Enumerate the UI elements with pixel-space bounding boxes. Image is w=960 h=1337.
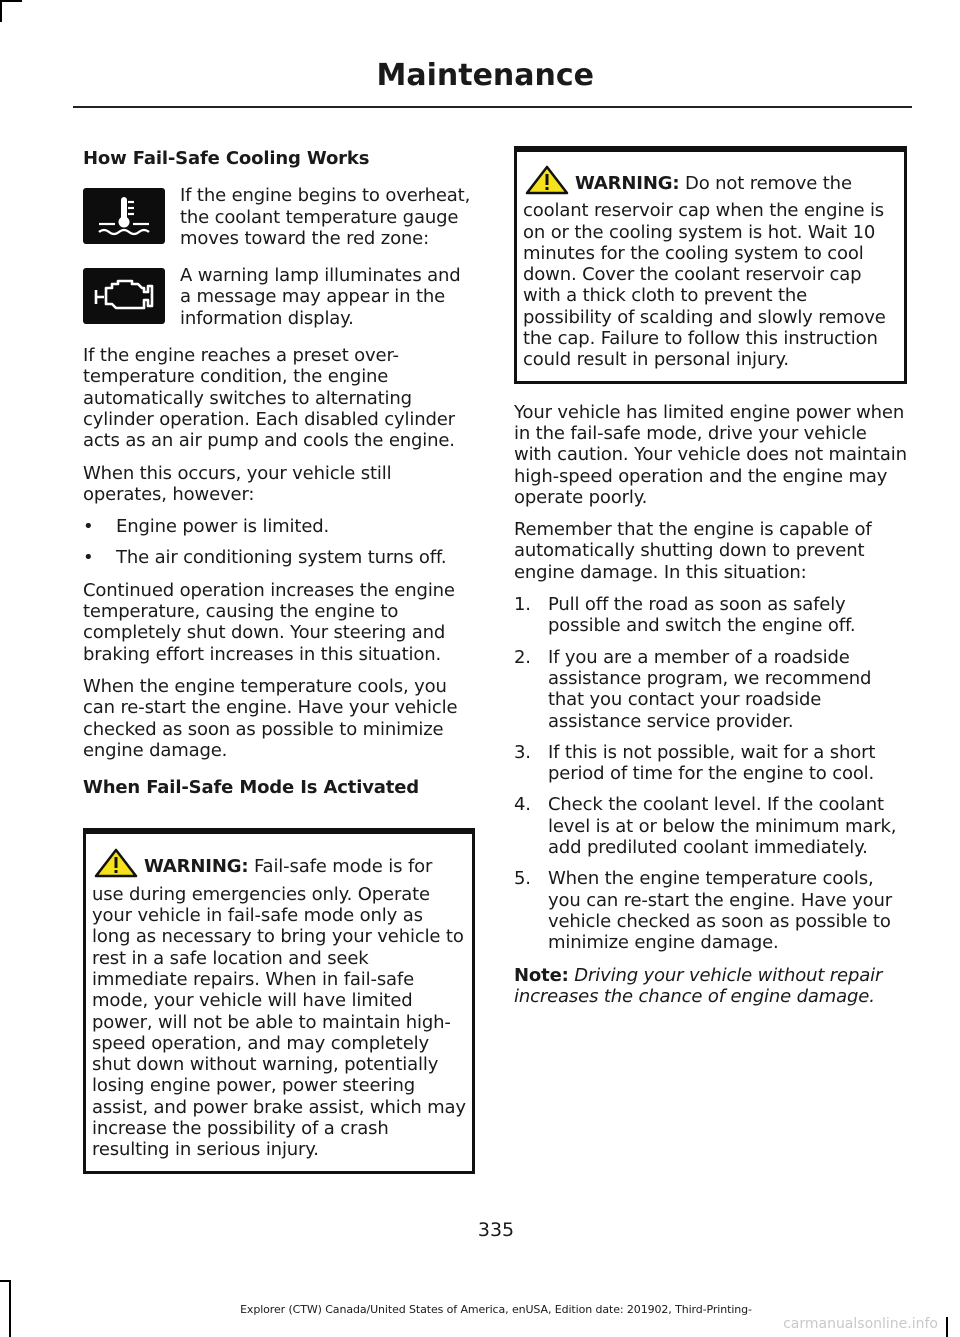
note-label: Note:	[514, 964, 569, 986]
footer-text: Explorer (CTW) Canada/United States of America, enUSA, Edition date: 201902, Third-Printing-	[240, 1303, 752, 1316]
watermark[interactable]: carmanualsonline.info	[783, 1316, 938, 1332]
warning-text: Fail-safe mode is for use during emergencies only. Operate your vehicle in fail-safe mode only as long as necessary to bring your vehicle to rest in a safe location and seek immediate repairs. When in fail-safe mode, your vehicle will have limited power, will not be able to maintain high-speed operation, and may completely shut down without warning, potentially losing engine power, power steering assist, and power brake assist, which may increase the possibility of a crash resulting in serious injury.	[92, 856, 466, 1161]
section-heading: How Fail-Safe Cooling Works	[83, 148, 370, 169]
section-heading: When Fail-Safe Mode Is Activated	[83, 777, 420, 799]
step-number: 5.	[514, 868, 531, 890]
list-item	[83, 547, 475, 568]
warning-triangle-icon	[525, 165, 569, 200]
header-rule	[73, 106, 912, 108]
crop-mark	[946, 1317, 948, 1337]
warning-box	[83, 828, 475, 1173]
left-column	[83, 146, 475, 1192]
icon-row	[83, 265, 475, 329]
note	[514, 965, 907, 1008]
step-number: 4.	[514, 794, 531, 816]
right-column	[514, 146, 907, 1018]
crop-mark	[0, 1280, 10, 1282]
icon-row-text: If the engine begins to overheat, the coolant temperature gauge moves toward the red zone:	[180, 185, 471, 249]
coolant-temperature-icon	[83, 188, 165, 244]
bullet: •	[83, 516, 94, 538]
step-text: When the engine temperature cools, you can re-start the engine. Have your vehicle checked as soon as possible to minimize engine damage.	[548, 868, 892, 954]
bullet-list	[83, 516, 475, 569]
warning-label: WARNING:	[575, 173, 680, 194]
list-item-text: Engine power is limited.	[116, 516, 330, 538]
crop-mark	[0, 0, 22, 2]
step-number: 3.	[514, 741, 531, 763]
step-text: If this is not possible, wait for a short period of time for the engine to cool.	[548, 741, 876, 785]
list-item	[514, 868, 907, 953]
step-text: Pull off the road as soon as safely possible and switch the engine off.	[548, 594, 856, 637]
paragraph: When the engine temperature cools, you can re-start the engine. Have your vehicle checked as soon as possible to minimize engine damage.	[83, 675, 458, 761]
warning-label: WARNING:	[144, 856, 249, 878]
step-text: Check the coolant level. If the coolant level is at or below the minimum mark, add prediluted coolant immediately.	[548, 794, 897, 859]
warning-triangle-icon	[94, 848, 138, 883]
list-item	[514, 794, 907, 858]
paragraph: When this occurs, your vehicle still operates, however:	[83, 462, 392, 505]
warning-box	[514, 146, 907, 384]
numbered-list	[514, 594, 907, 953]
paragraph: If the engine reaches a preset over-temperature condition, the engine automatically switches to alternating cylinder operation. Each disabled cylinder acts as an air pump and cools the engine.	[83, 345, 455, 452]
check-engine-icon	[83, 268, 165, 324]
list-item	[514, 594, 907, 637]
list-item	[514, 742, 907, 785]
paragraph: Continued operation increases the engine temperature, causing the engine to completely shut down. Your steering and braking effort increases in this situation.	[83, 579, 455, 665]
page-number: 335	[477, 1219, 515, 1241]
step-text: If you are a member of a roadside assistance program, we recommend that you contact your roadside assistance service provider.	[548, 646, 872, 732]
page-title: Maintenance	[376, 58, 594, 93]
crop-mark	[0, 0, 2, 22]
icon-row-text: A warning lamp illuminates and a message may appear in the information display.	[180, 265, 461, 329]
list-item-text: The air conditioning system turns off.	[116, 547, 447, 569]
step-number: 1.	[514, 594, 531, 616]
paragraph: Remember that the engine is capable of automatically shutting down to prevent engine damage. In this situation:	[514, 519, 872, 583]
bullet: •	[83, 547, 94, 569]
list-item	[83, 516, 475, 537]
note-text: Driving your vehicle without repair increases the chance of engine damage.	[514, 964, 883, 1007]
paragraph: Your vehicle has limited engine power when in the fail-safe mode, drive your vehicle with caution. Your vehicle does not maintain high-speed operation and the engine may operate poorly.	[514, 401, 907, 508]
step-number: 2.	[514, 646, 531, 668]
list-item	[514, 647, 907, 732]
warning-text: Do not remove the coolant reservoir cap when the engine is on or the cooling system is hot. Wait 10 minutes for the cooling system to cool down. Cover the coolant reservoir cap with a thick cloth to prevent the possibility of scalding and slowly remove the cap. Failure to follow this instruction could result in personal injury.	[523, 173, 886, 371]
icon-row	[83, 185, 475, 249]
